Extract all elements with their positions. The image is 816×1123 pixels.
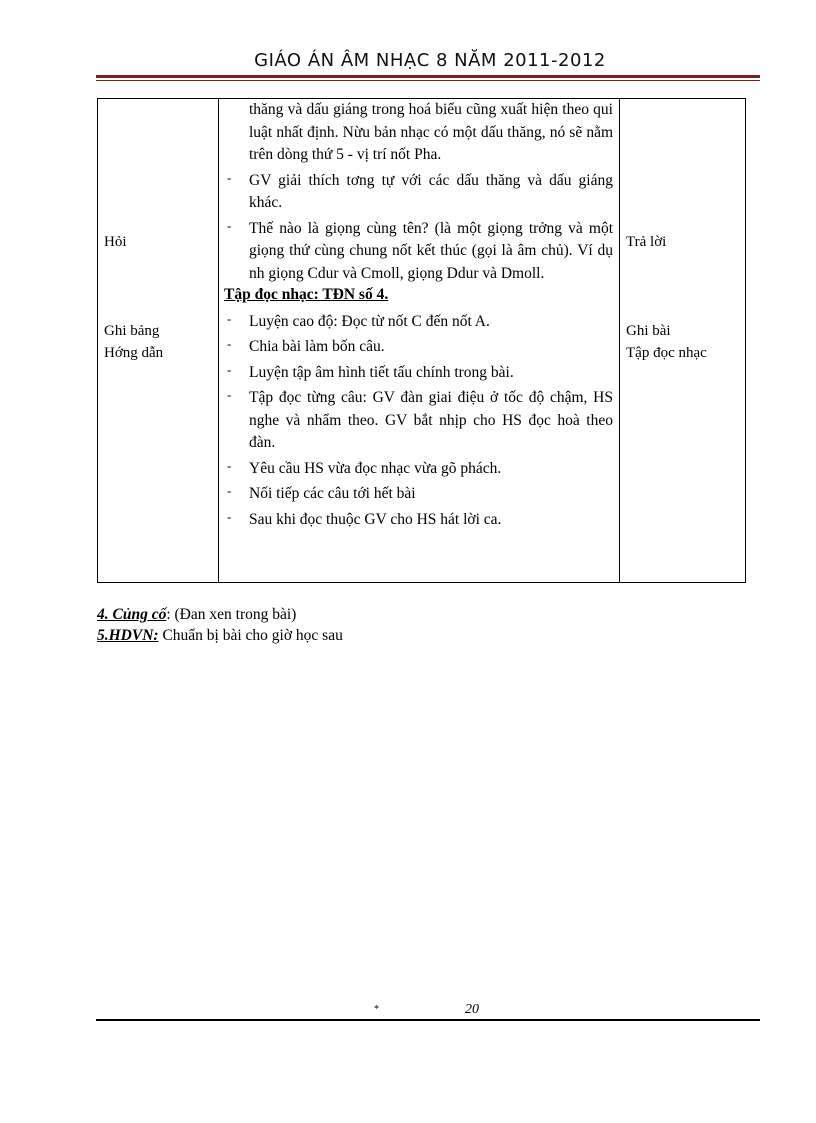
section-heading: Tập đọc nhạc: TĐN số 4.	[224, 286, 389, 303]
footnote-text: : (Đan xen trong bài)	[166, 606, 297, 623]
footnote-cung-co	[97, 604, 343, 625]
item-text: Nối tiếp các câu tới hết bài	[249, 485, 416, 502]
list-item	[224, 387, 613, 455]
header-rule-thick	[96, 75, 760, 78]
label-tra-loi: Trả lời	[626, 234, 667, 250]
header-rule-thin	[96, 80, 760, 81]
bullet-dash: -	[227, 310, 232, 326]
label-ghi-bai: Ghi bài	[626, 323, 671, 339]
footnote-label: 4. Củng cố	[97, 606, 167, 623]
continuation-text: thăng và dấu giáng trong hoá biểu cũng xuất hiện theo qui luật nhất định. Nừu bản nhạc có một dấu thăng, nó sẽ nằm trên dòng thứ 5 - vị trí nốt Pha.	[249, 101, 613, 163]
footnote-text: Chuẩn bị bài cho giờ học sau	[158, 627, 343, 644]
item-text: GV giải thích tơng tự với các dấu thăng và dấu giáng khác.	[249, 171, 613, 211]
item-text: Yêu cầu HS vừa đọc nhạc vừa gõ phách.	[249, 459, 502, 477]
item-text: Luyện cao độ: Đọc từ nốt C đến nốt A.	[249, 312, 490, 330]
list-item	[224, 170, 613, 215]
footnotes	[97, 604, 343, 646]
item-text: Tập đọc từng câu: GV đàn giai điệu ở tốc độ chậm, HS nghe và nhẩm theo. GV bắt nhịp cho HS đọc hoà theo đàn.	[249, 389, 613, 451]
bullet-dash: -	[227, 457, 232, 473]
list-item	[224, 458, 613, 481]
list-item	[224, 99, 613, 167]
label-huong-dan: Hớng dẫn	[104, 345, 164, 361]
teacher-activity-cell	[98, 99, 219, 583]
list-item	[224, 311, 613, 334]
label-ghi-bang: Ghi bảng	[104, 323, 160, 339]
bullet-dash: -	[227, 387, 232, 402]
list-item	[224, 509, 613, 532]
lesson-table	[97, 98, 746, 583]
bullet-dash: -	[227, 336, 232, 351]
footnote-hdvn	[97, 625, 343, 646]
content-cell	[219, 99, 620, 583]
list-item	[224, 483, 613, 506]
label-tap-doc-nhac: Tập đọc nhạc	[626, 345, 707, 361]
footnote-label: 5.HDVN:	[97, 627, 159, 644]
item-text: Thế nào là giọng cùng tên? (là một giọng trởng và một giọng thứ cùng chung nốt kết thúc (gọi là âm chủ). Ví dụ nh giọng Cdur và Cmoll, giọng Ddur và Dmoll.	[249, 219, 613, 282]
page-number: 20	[465, 1002, 479, 1017]
item-text: Luyện tập âm hình tiết tấu chính trong bài.	[249, 363, 514, 381]
bullet-dash: -	[227, 483, 232, 498]
bullet-dash: -	[227, 508, 232, 524]
page-header-title: GIÁO ÁN ÂM NHẠC 8 NĂM 2011-2012	[254, 50, 606, 71]
footer-mark: *	[374, 1004, 379, 1015]
list-item	[224, 336, 613, 359]
label-hoi: Hỏi	[104, 234, 127, 250]
bullet-dash: -	[227, 169, 232, 185]
bullet-dash: -	[227, 361, 232, 377]
footer-rule	[96, 1019, 760, 1021]
list-item	[224, 362, 613, 385]
item-text: Chia bài làm bốn câu.	[249, 338, 385, 355]
list-item	[224, 218, 613, 286]
item-text: Sau khi đọc thuộc GV cho HS hát lời ca.	[249, 510, 502, 528]
student-activity-cell	[620, 99, 746, 583]
bullet-dash: -	[227, 217, 232, 233]
table-row	[98, 99, 746, 583]
